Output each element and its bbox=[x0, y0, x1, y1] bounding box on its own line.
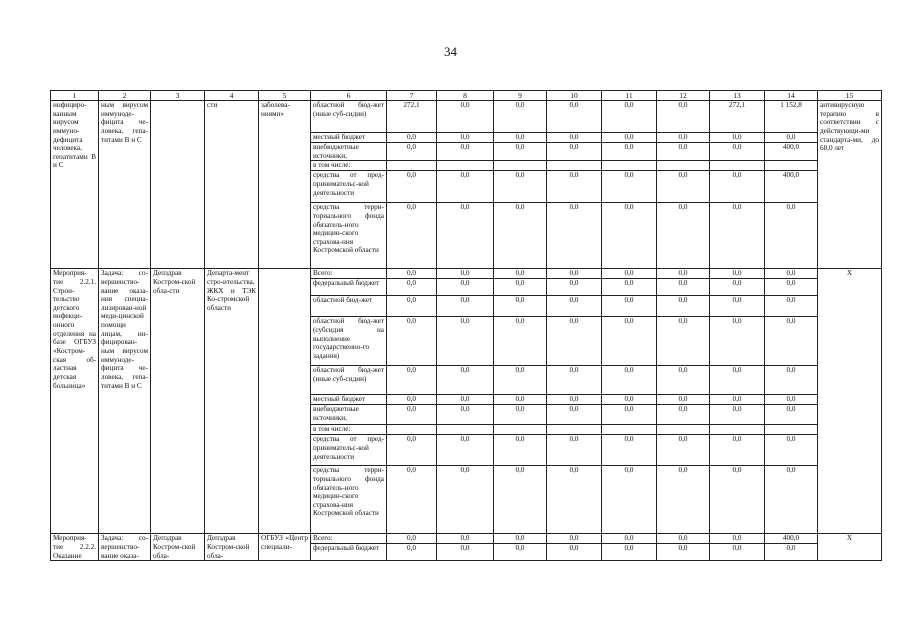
value-cell: 0,0 bbox=[602, 366, 657, 395]
value-cell: 0,0 bbox=[387, 544, 437, 561]
column-header: 11 bbox=[602, 91, 657, 101]
value-cell: 0,0 bbox=[657, 143, 710, 161]
value-cell: 0,0 bbox=[387, 133, 437, 143]
funding-source-cell: средства от пред-принимательс-кой деятельности bbox=[311, 171, 387, 203]
value-cell: 0,0 bbox=[602, 279, 657, 296]
merged-cell-col5 bbox=[259, 269, 311, 534]
value-cell: 0,0 bbox=[657, 269, 710, 279]
value-cell: 0,0 bbox=[602, 203, 657, 269]
value-cell: 0,0 bbox=[494, 269, 547, 279]
value-cell: 0,0 bbox=[765, 435, 818, 466]
column-header: 1 bbox=[51, 91, 99, 101]
column-header: 5 bbox=[259, 91, 311, 101]
value-cell: 0,0 bbox=[657, 171, 710, 203]
page-number: 34 bbox=[444, 44, 457, 59]
column-header: 14 bbox=[765, 91, 818, 101]
funding-source-cell: в том числе: bbox=[311, 425, 387, 435]
value-cell: 0,0 bbox=[710, 544, 765, 561]
value-cell: 0,0 bbox=[437, 534, 494, 544]
column-header: 2 bbox=[99, 91, 151, 101]
funding-source-cell: федеральный бюджет bbox=[311, 279, 387, 296]
funding-source-cell: местный бюджет bbox=[311, 133, 387, 143]
merged-cell-col2: Задача: со-вершенство-вание оказа-ния специа-лизирован-ной меди-цинской помощи лицам, ин-фицирован-ным вирусом иммуноде-фицита че-ловека, гепа-титами В и С bbox=[99, 269, 151, 534]
funding-source-cell: областной бюд-жет bbox=[311, 296, 387, 317]
result-cell: антивирусную терапию в соответствии с действующи-ми стандарта-ми, до 68,0 лет bbox=[818, 101, 882, 269]
value-cell: 0,0 bbox=[602, 534, 657, 544]
value-cell: 0,0 bbox=[657, 279, 710, 296]
value-cell: 0,0 bbox=[437, 435, 494, 466]
merged-cell-col2: ным вирусом иммуноде-фицита че-ловека, гепа-титами В и С bbox=[99, 101, 151, 269]
value-cell bbox=[494, 161, 547, 171]
value-cell: 0,0 bbox=[387, 395, 437, 405]
value-cell: 0,0 bbox=[387, 317, 437, 366]
value-cell bbox=[547, 425, 602, 435]
value-cell: 0,0 bbox=[657, 395, 710, 405]
value-cell: 0,0 bbox=[710, 366, 765, 395]
result-cell: X bbox=[818, 534, 882, 561]
funding-source-cell: Всего: bbox=[311, 269, 387, 279]
value-cell: 0,0 bbox=[602, 296, 657, 317]
value-cell: 0,0 bbox=[494, 544, 547, 561]
value-cell: 0,0 bbox=[710, 133, 765, 143]
value-cell bbox=[602, 425, 657, 435]
value-cell: 0,0 bbox=[765, 466, 818, 534]
value-cell: 0,0 bbox=[387, 435, 437, 466]
value-cell: 0,0 bbox=[765, 317, 818, 366]
value-cell: 0,0 bbox=[602, 143, 657, 161]
value-cell: 0,0 bbox=[657, 317, 710, 366]
value-cell: 0,0 bbox=[494, 296, 547, 317]
value-cell: 0,0 bbox=[494, 317, 547, 366]
value-cell: 272,1 bbox=[387, 101, 437, 133]
value-cell: 0,0 bbox=[657, 405, 710, 425]
value-cell: 0,0 bbox=[494, 366, 547, 395]
value-cell bbox=[765, 161, 818, 171]
value-cell bbox=[437, 425, 494, 435]
value-cell: 0,0 bbox=[437, 395, 494, 405]
value-cell: 0,0 bbox=[494, 143, 547, 161]
merged-cell-col3: Депздрав Костром-ской обла- bbox=[151, 534, 205, 561]
value-cell: 0,0 bbox=[602, 269, 657, 279]
table-row bbox=[51, 101, 882, 133]
value-cell: 272,1 bbox=[710, 101, 765, 133]
value-cell: 0,0 bbox=[387, 279, 437, 296]
value-cell: 0,0 bbox=[494, 203, 547, 269]
value-cell: 0,0 bbox=[547, 405, 602, 425]
funding-source-cell: областной бюд-жет (иные суб-сидии) bbox=[311, 366, 387, 395]
value-cell: 0,0 bbox=[765, 203, 818, 269]
value-cell: 0,0 bbox=[710, 395, 765, 405]
value-cell: 0,0 bbox=[437, 405, 494, 425]
value-cell bbox=[437, 161, 494, 171]
value-cell: 0,0 bbox=[710, 296, 765, 317]
value-cell: 0,0 bbox=[387, 171, 437, 203]
value-cell: 0,0 bbox=[437, 544, 494, 561]
column-header: 9 bbox=[494, 91, 547, 101]
value-cell: 0,0 bbox=[547, 366, 602, 395]
value-cell: 0,0 bbox=[494, 405, 547, 425]
value-cell: 0,0 bbox=[710, 269, 765, 279]
merged-cell-col4: Департа-мент стро-ительства, ЖКХ и ТЭК Ко-стромской области bbox=[205, 269, 259, 534]
funding-source-cell: в том числе: bbox=[311, 161, 387, 171]
value-cell bbox=[710, 425, 765, 435]
value-cell: 0,0 bbox=[494, 171, 547, 203]
value-cell: 0,0 bbox=[387, 466, 437, 534]
value-cell: 0,0 bbox=[437, 269, 494, 279]
table-row bbox=[51, 534, 882, 544]
column-header: 8 bbox=[437, 91, 494, 101]
value-cell bbox=[387, 425, 437, 435]
column-header: 15 bbox=[818, 91, 882, 101]
value-cell: 0,0 bbox=[437, 171, 494, 203]
value-cell: 0,0 bbox=[657, 133, 710, 143]
value-cell bbox=[657, 161, 710, 171]
value-cell: 0,0 bbox=[602, 405, 657, 425]
value-cell: 400,0 bbox=[765, 171, 818, 203]
column-header: 4 bbox=[205, 91, 259, 101]
merged-cell-col5: ОГБУЗ «Центр специали- bbox=[259, 534, 311, 561]
funding-source-cell: внебюджетные источники, bbox=[311, 405, 387, 425]
value-cell: 0,0 bbox=[494, 534, 547, 544]
value-cell: 0,0 bbox=[387, 143, 437, 161]
value-cell: 0,0 bbox=[547, 296, 602, 317]
result-cell: X bbox=[818, 269, 882, 534]
value-cell: 0,0 bbox=[765, 366, 818, 395]
merged-cell-col1: инфициро-ванным вирусом иммуно-дефицита человека, гепатитами В и С bbox=[51, 101, 99, 269]
merged-cell-col4: Депздрав Костром-ской обла- bbox=[205, 534, 259, 561]
value-cell: 0,0 bbox=[710, 466, 765, 534]
funding-source-cell: Всего: bbox=[311, 534, 387, 544]
value-cell: 0,0 bbox=[387, 203, 437, 269]
value-cell: 0,0 bbox=[387, 534, 437, 544]
value-cell bbox=[547, 161, 602, 171]
value-cell: 0,0 bbox=[765, 133, 818, 143]
value-cell: 0,0 bbox=[710, 317, 765, 366]
value-cell: 0,0 bbox=[657, 366, 710, 395]
value-cell bbox=[657, 425, 710, 435]
value-cell: 0,0 bbox=[765, 279, 818, 296]
column-header: 12 bbox=[657, 91, 710, 101]
funding-source-cell: областной бюд-жет (иные суб-сидии) bbox=[311, 101, 387, 133]
value-cell: 0,0 bbox=[765, 269, 818, 279]
value-cell: 0,0 bbox=[602, 171, 657, 203]
value-cell: 0,0 bbox=[602, 544, 657, 561]
value-cell: 0,0 bbox=[494, 101, 547, 133]
value-cell: 0,0 bbox=[602, 317, 657, 366]
value-cell: 0,0 bbox=[547, 133, 602, 143]
value-cell: 0,0 bbox=[547, 317, 602, 366]
value-cell: 0,0 bbox=[710, 405, 765, 425]
merged-cell-col2: Задача: со-вершенство-вание оказа- bbox=[99, 534, 151, 561]
budget-table bbox=[50, 90, 882, 561]
value-cell: 0,0 bbox=[494, 466, 547, 534]
value-cell: 0,0 bbox=[710, 435, 765, 466]
value-cell: 0,0 bbox=[657, 534, 710, 544]
value-cell: 0,0 bbox=[765, 395, 818, 405]
value-cell: 0,0 bbox=[437, 203, 494, 269]
value-cell: 0,0 bbox=[494, 133, 547, 143]
value-cell: 0,0 bbox=[547, 395, 602, 405]
value-cell: 0,0 bbox=[547, 544, 602, 561]
value-cell: 0,0 bbox=[437, 466, 494, 534]
value-cell: 0,0 bbox=[602, 101, 657, 133]
column-header: 10 bbox=[547, 91, 602, 101]
value-cell: 0,0 bbox=[387, 269, 437, 279]
value-cell: 0,0 bbox=[710, 143, 765, 161]
value-cell: 0,0 bbox=[547, 435, 602, 466]
value-cell: 0,0 bbox=[437, 101, 494, 133]
value-cell: 0,0 bbox=[387, 366, 437, 395]
value-cell: 0,0 bbox=[657, 435, 710, 466]
funding-source-cell: средства терри-ториального фонда обязатель-ного медицин-ского страхова-ния Костромской области bbox=[311, 466, 387, 534]
value-cell: 0,0 bbox=[437, 317, 494, 366]
column-header: 3 bbox=[151, 91, 205, 101]
value-cell: 0,0 bbox=[547, 279, 602, 296]
funding-source-cell: федеральный бюджет bbox=[311, 544, 387, 561]
column-header: 6 bbox=[311, 91, 387, 101]
value-cell bbox=[765, 425, 818, 435]
value-cell: 0,0 bbox=[547, 143, 602, 161]
funding-source-cell: средства терри-ториального фонда обязатель-ного медицин-ского страхова-ния Костромской области bbox=[311, 203, 387, 269]
value-cell: 0,0 bbox=[387, 296, 437, 317]
value-cell: 0,0 bbox=[387, 405, 437, 425]
value-cell: 0,0 bbox=[437, 279, 494, 296]
merged-cell-col1: Мероприя-тие 2.2.1. Строи-тельство детского инфекци-онного отделения на базе ОГБУЗ «Костром-ская об-ластная детская больница» bbox=[51, 269, 99, 534]
value-cell: 0,0 bbox=[547, 101, 602, 133]
value-cell: 1 152,8 bbox=[765, 101, 818, 133]
table-row bbox=[51, 269, 882, 279]
value-cell: 0,0 bbox=[710, 203, 765, 269]
value-cell: 0,0 bbox=[710, 534, 765, 544]
value-cell bbox=[494, 425, 547, 435]
value-cell: 400,0 bbox=[765, 143, 818, 161]
value-cell: 0,0 bbox=[437, 366, 494, 395]
value-cell: 0,0 bbox=[602, 466, 657, 534]
funding-source-cell: внебюджетные источники, bbox=[311, 143, 387, 161]
value-cell bbox=[710, 161, 765, 171]
column-header: 13 bbox=[710, 91, 765, 101]
merged-cell-col4: сти bbox=[205, 101, 259, 269]
value-cell: 0,0 bbox=[765, 296, 818, 317]
funding-source-cell: местный бюджет bbox=[311, 395, 387, 405]
value-cell: 0,0 bbox=[710, 279, 765, 296]
value-cell: 0,0 bbox=[602, 435, 657, 466]
value-cell: 0,0 bbox=[547, 534, 602, 544]
value-cell: 0,0 bbox=[657, 101, 710, 133]
value-cell: 0,0 bbox=[437, 133, 494, 143]
value-cell: 0,0 bbox=[765, 544, 818, 561]
value-cell: 0,0 bbox=[547, 466, 602, 534]
merged-cell-col1: Мероприя-тие 2.2.2. Оказание bbox=[51, 534, 99, 561]
merged-cell-col3 bbox=[151, 101, 205, 269]
value-cell bbox=[387, 161, 437, 171]
value-cell: 0,0 bbox=[710, 171, 765, 203]
value-cell bbox=[602, 161, 657, 171]
value-cell: 0,0 bbox=[657, 296, 710, 317]
funding-source-cell: средства от пред-принимательс-кой деятельности bbox=[311, 435, 387, 466]
value-cell: 400,0 bbox=[765, 534, 818, 544]
value-cell: 0,0 bbox=[547, 171, 602, 203]
column-header: 7 bbox=[387, 91, 437, 101]
value-cell: 0,0 bbox=[437, 143, 494, 161]
value-cell: 0,0 bbox=[602, 133, 657, 143]
value-cell: 0,0 bbox=[657, 466, 710, 534]
value-cell: 0,0 bbox=[494, 279, 547, 296]
value-cell: 0,0 bbox=[494, 395, 547, 405]
value-cell: 0,0 bbox=[657, 203, 710, 269]
value-cell: 0,0 bbox=[437, 296, 494, 317]
merged-cell-col3: Депздрав Костром-ской обла-сти bbox=[151, 269, 205, 534]
value-cell: 0,0 bbox=[602, 395, 657, 405]
value-cell: 0,0 bbox=[494, 435, 547, 466]
value-cell: 0,0 bbox=[547, 203, 602, 269]
value-cell: 0,0 bbox=[547, 269, 602, 279]
value-cell: 0,0 bbox=[657, 544, 710, 561]
funding-source-cell: областной бюд-жет (субсидия на выполнение государственно-го задания) bbox=[311, 317, 387, 366]
value-cell: 0,0 bbox=[765, 405, 818, 425]
merged-cell-col5: заболева-ниями» bbox=[259, 101, 311, 269]
